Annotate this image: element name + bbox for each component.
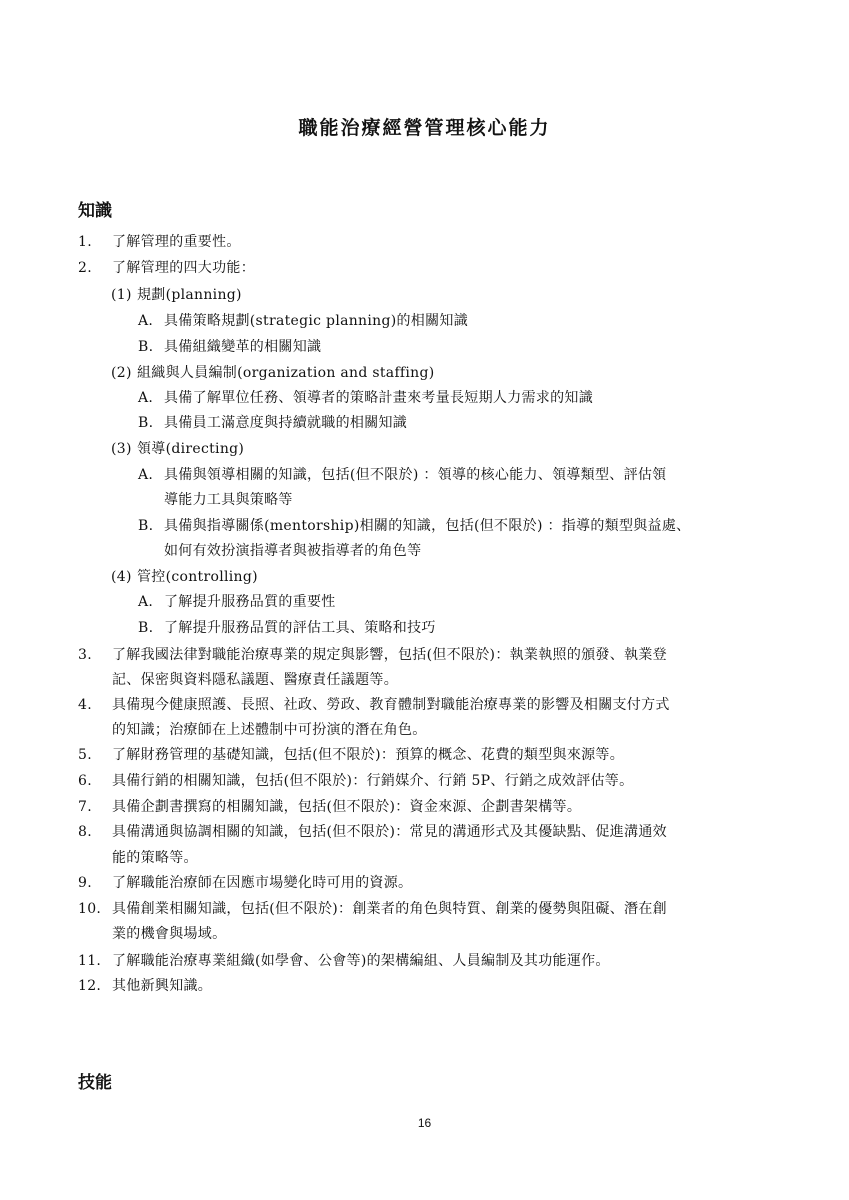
list-item-text: 領導(directing): [137, 441, 245, 457]
list-item-text: 具備創業相關知識，包括(但不限於)：創業者的角色與特質、創業的優勢與阻礙、潛在創: [112, 901, 667, 917]
list-item-text: 業的機會與場域。: [112, 926, 227, 942]
list-item-text: 如何有效扮演指導者與被指導者的角色等: [164, 543, 422, 559]
list-item-text: 具備行銷的相關知識，包括(但不限於)：行銷媒介、行銷 5P、行銷之成效評估等。: [112, 773, 634, 789]
list-item-text: 的知識；治療師在上述體制中可扮演的潛在角色。: [112, 722, 427, 738]
list-item-text: 具備溝通與協調相關的知識，包括(但不限於)：常見的溝通形式及其優缺點、促進溝通效: [112, 824, 667, 840]
list-marker: B.: [138, 620, 154, 636]
list-marker: 7.: [78, 799, 92, 815]
list-item-text: 組織與人員編制(organization and staffing): [137, 365, 435, 381]
list-marker: A.: [138, 467, 154, 483]
list-marker: 1.: [78, 234, 92, 250]
list-marker: 4.: [78, 697, 92, 713]
list-item-text: 具備組織變革的相關知識: [164, 339, 322, 355]
list-marker: (4): [111, 569, 132, 585]
list-marker: 8.: [78, 824, 92, 840]
list-item-text: 管控(controlling): [137, 569, 258, 585]
list-marker: (2): [111, 365, 132, 381]
list-item-text: 了解財務管理的基礎知識，包括(但不限於)：預算的概念、花費的類型與來源等。: [112, 747, 625, 763]
list-item-text: 具備員工滿意度與持續就職的相關知識: [164, 415, 408, 431]
list-marker: (1): [111, 287, 132, 303]
list-marker: 6.: [78, 773, 92, 789]
list-marker: 10.: [78, 901, 102, 917]
list-item-text: 記、保密與資料隱私議題、醫療責任議題等。: [112, 672, 398, 688]
list-item-text: 具備了解單位任務、領導者的策略計畫來考量長短期人力需求的知識: [164, 390, 593, 406]
list-item-text: 其他新興知識。: [112, 978, 213, 994]
list-marker: 5.: [78, 747, 92, 763]
list-item-text: 了解管理的重要性。: [112, 234, 241, 250]
list-item-text: 具備與領導相關的知識，包括(但不限於) ：領導的核心能力、領導類型、評估領: [164, 467, 667, 483]
list-marker: 11.: [78, 953, 102, 969]
list-marker: A.: [138, 594, 154, 610]
list-item-text: 導能力工具與策略等: [164, 492, 293, 508]
list-marker: 9.: [78, 875, 92, 891]
list-marker: B.: [138, 518, 154, 534]
section-heading-skills: 技能: [78, 1073, 112, 1093]
list-item-text: 了解職能治療專業組織(如學會、公會等)的架構編組、人員編制及其功能運作。: [112, 953, 610, 969]
list-item-text: 具備策略規劃(strategic planning)的相關知識: [164, 313, 468, 329]
list-item-text: 了解提升服務品質的重要性: [164, 594, 336, 610]
list-marker: 2.: [78, 260, 92, 276]
list-marker: (3): [111, 441, 132, 457]
list-item-text: 具備與指導關係(mentorship)相關的知識，包括(但不限於) ：指導的類型與益處、: [164, 518, 691, 534]
list-marker: A.: [138, 313, 154, 329]
list-item-text: 了解職能治療師在因應市場變化時可用的資源。: [112, 875, 413, 891]
list-item-text: 規劃(planning): [137, 287, 242, 303]
page-title: 職能治療經營管理核心能力: [298, 117, 551, 139]
list-marker: A.: [138, 390, 154, 406]
list-item-text: 具備企劃書撰寫的相關知識，包括(但不限於)：資金來源、企劃書架構等。: [112, 799, 582, 815]
list-item-text: 了解我國法律對職能治療專業的規定與影響，包括(但不限於)：執業執照的頒發、執業登: [112, 647, 667, 663]
list-marker: 12.: [78, 978, 102, 994]
list-item-text: 具備現今健康照護、長照、社政、勞政、教育體制對職能治療專業的影響及相關支付方式: [112, 697, 670, 713]
list-marker: B.: [138, 339, 154, 355]
list-item-text: 了解管理的四大功能：: [112, 260, 255, 276]
list-marker: B.: [138, 415, 154, 431]
list-item-text: 了解提升服務品質的評估工具、策略和技巧: [164, 620, 436, 636]
section-heading-knowledge: 知識: [78, 201, 112, 221]
page-number: 16: [417, 1116, 432, 1130]
list-item-text: 能的策略等。: [112, 850, 198, 866]
list-marker: 3.: [78, 647, 92, 663]
